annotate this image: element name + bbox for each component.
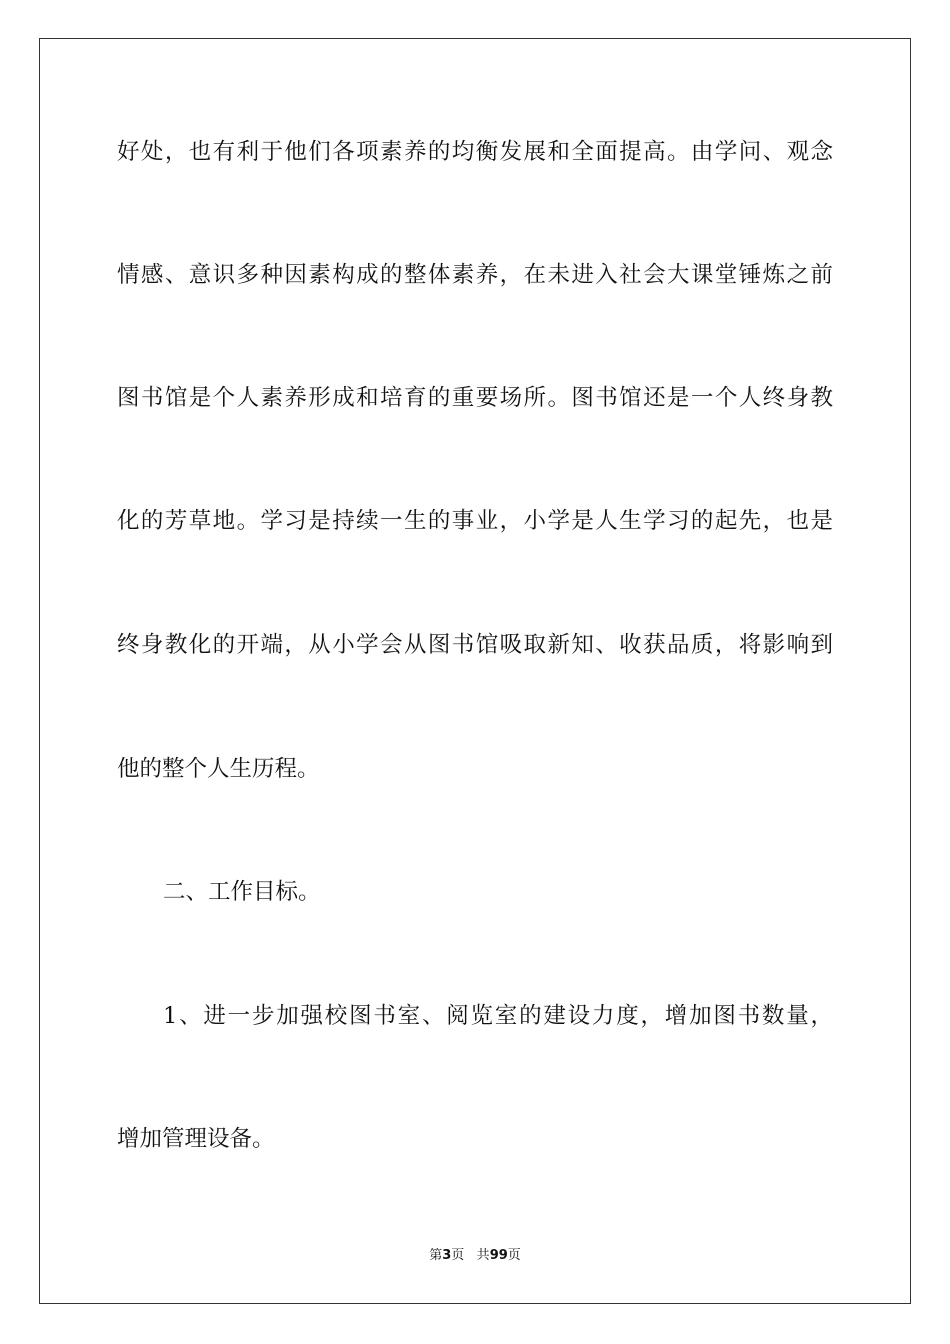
total-pages: 99	[489, 1248, 508, 1263]
total-suffix: 页	[507, 1248, 521, 1263]
body-line-1: 好处，也有利于他们各项素养的均衡发展和全面提高。由学问、观念	[117, 139, 833, 165]
total-prefix: 共	[476, 1248, 490, 1263]
body-line-3: 图书馆是个人素养形成和培育的重要场所。图书馆还是一个人终身教	[117, 385, 833, 411]
section-heading: 二、工作目标。	[163, 879, 321, 905]
list-item-1-continued: 增加管理设备。	[117, 1126, 275, 1152]
page-suffix: 页	[451, 1248, 465, 1263]
body-line-2: 情感、意识多种因素构成的整体素养，在未进入社会大课堂锤炼之前	[117, 262, 833, 288]
list-item-1: 1、进一步加强校图书室、阅览室的建设力度，增加图书数量，	[163, 1003, 833, 1029]
body-line-6: 他的整个人生历程。	[117, 756, 320, 782]
page-footer	[0, 1247, 950, 1265]
body-line-4: 化的芳草地。学习是持续一生的事业，小学是人生学习的起先，也是	[117, 508, 833, 534]
body-line-5: 终身教化的开端，从小学会从图书馆吸取新知、收获品质，将影响到	[117, 632, 833, 658]
page-prefix: 第	[429, 1248, 443, 1263]
page-number: 3	[442, 1248, 452, 1263]
page-border	[39, 38, 911, 1304]
